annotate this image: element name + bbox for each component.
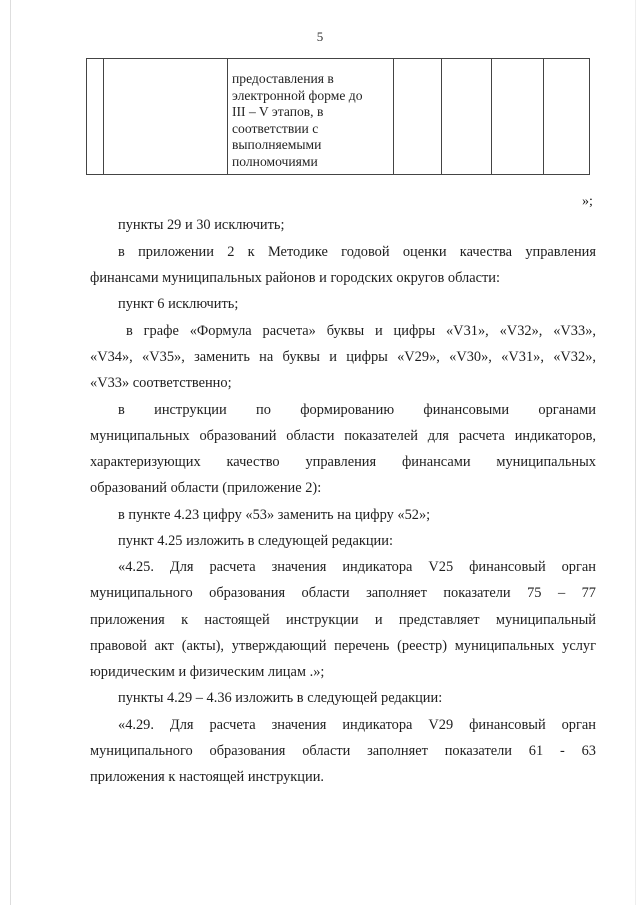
closing-quote: »; [582, 194, 593, 209]
paragraph-line: приложения к настоящей инструкции и представляет муниципальный [90, 612, 596, 628]
paragraph-line: муниципального образования области заполняет показатели 75 – 77 [90, 585, 596, 601]
paragraph-line: юридическим и физическим лицам .»; [90, 664, 325, 680]
table-cell-empty [104, 59, 228, 175]
paragraph-line: приложения к настоящей инструкции. [90, 769, 324, 785]
paragraph-line: пункт 4.25 изложить в следующей редакции: [118, 533, 393, 549]
table-cell-empty [87, 59, 104, 175]
paragraph-line: муниципальных образований области показателей для расчета индикаторов, [90, 428, 596, 444]
paragraph-line: «4.29. Для расчета значения индикатора V29 финансовый орган [118, 717, 596, 733]
table-cell-empty [492, 59, 544, 175]
paragraph-line: в пункте 4.23 цифру «53» заменить на цифру «52»; [118, 507, 431, 523]
paragraph-line: пункты 29 и 30 исключить; [118, 217, 285, 233]
paragraph-line: «V33» соответственно; [90, 375, 232, 391]
paragraph-line: в приложении 2 к Методике годовой оценки качества управления [118, 244, 596, 260]
table-fragment [86, 58, 590, 175]
table-cell-text: предоставления в электронной форме до III – V этапов, в соответствии с выполняемыми полномочиями [228, 59, 394, 175]
table-cell-empty [544, 59, 590, 175]
paragraph-line: пункты 4.29 – 4.36 изложить в следующей редакции: [118, 690, 443, 706]
paragraph-line: образований области (приложение 2): [90, 480, 322, 496]
paragraph-line: характеризующих качество управления финансами муниципальных [90, 454, 596, 470]
paragraph-line: финансами муниципальных районов и городских округов области: [90, 270, 500, 286]
paragraph-line: в графе «Формула расчета» буквы и цифры «V31», «V32», «V33», [126, 323, 596, 339]
page-number: 5 [316, 29, 324, 44]
scan-edge-left [10, 0, 11, 905]
paragraph-line: «4.25. Для расчета значения индикатора V25 финансовый орган [118, 559, 596, 575]
scan-edge-right [635, 0, 636, 905]
paragraph-line: муниципального образования области заполняет показатели 61 - 63 [90, 743, 596, 759]
paragraph-line: правовой акт (акты), утверждающий перечень (реестр) муниципальных услуг [90, 638, 596, 654]
table-cell-empty [442, 59, 492, 175]
paragraph-line: в инструкции по формированию финансовыми органами [118, 402, 596, 418]
paragraph-line: пункт 6 исключить; [118, 296, 239, 312]
paragraph-line: «V34», «V35», заменить на буквы и цифры «V29», «V30», «V31», «V32», [90, 349, 596, 365]
table-cell-empty [394, 59, 442, 175]
